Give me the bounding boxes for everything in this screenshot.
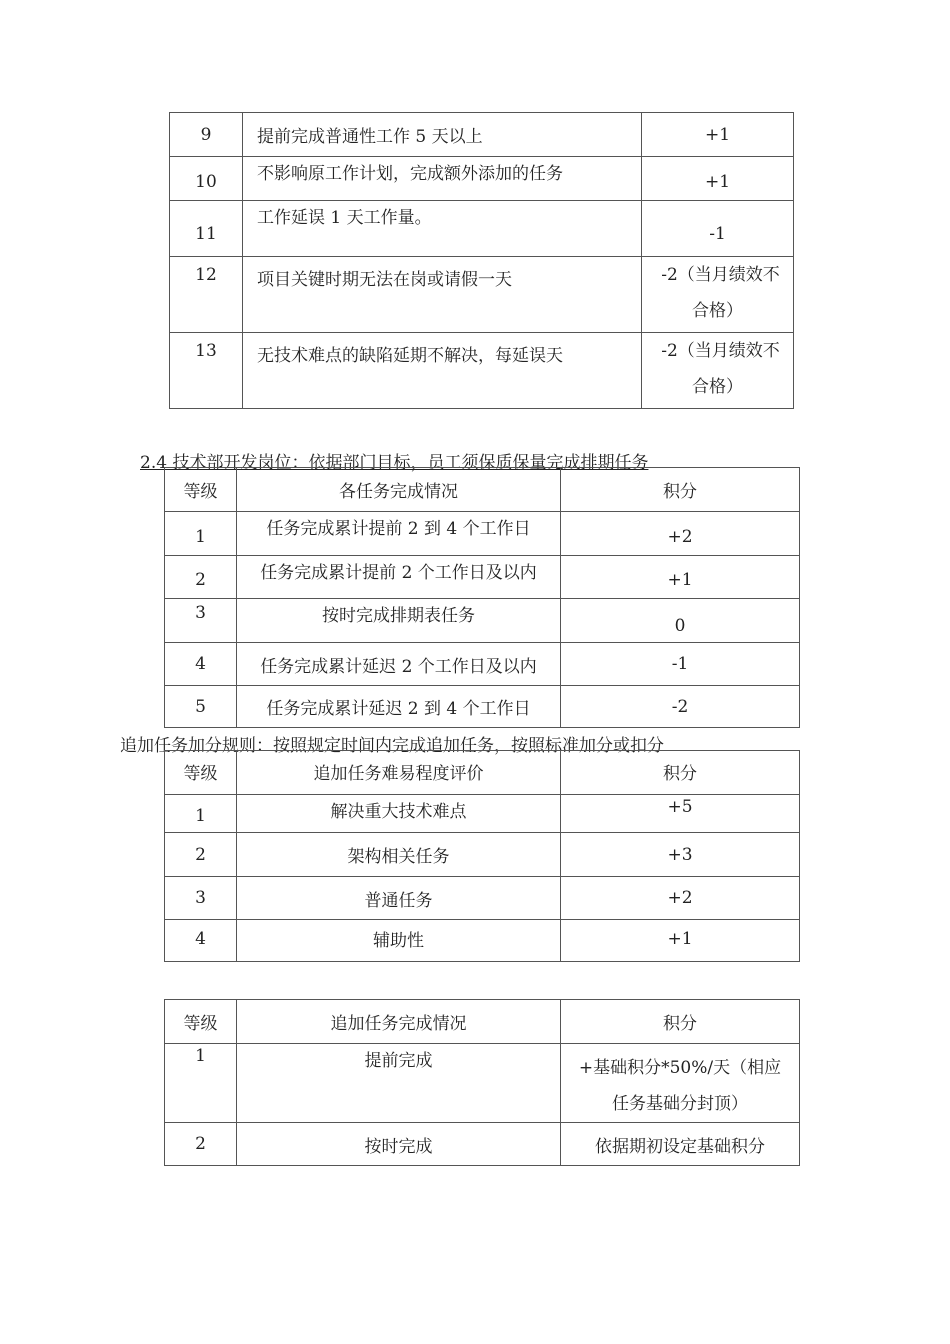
row-score: +1 xyxy=(642,113,794,157)
header-description: 追加任务完成情况 xyxy=(237,1000,561,1044)
row-description: 普通任务 xyxy=(237,877,561,920)
row-description: 无技术难点的缺陷延期不解决，每延误天 xyxy=(243,333,642,409)
row-level: 3 xyxy=(165,877,237,920)
row-score-line2: 合格） xyxy=(692,301,743,321)
table-row xyxy=(170,257,794,333)
row-score: +1 xyxy=(561,920,800,962)
table-row xyxy=(165,1123,800,1166)
table-row xyxy=(165,599,800,643)
row-description: 工作延误 1 天工作量。 xyxy=(243,201,642,257)
table-task-completion xyxy=(164,467,800,728)
row-score: -1 xyxy=(642,201,794,257)
table-row xyxy=(170,333,794,409)
row-level: 5 xyxy=(165,686,237,728)
table-extra-task-completion xyxy=(164,999,800,1166)
row-score: 0 xyxy=(561,599,800,643)
table-row xyxy=(165,1044,800,1123)
row-score xyxy=(561,1044,800,1123)
table-row xyxy=(165,512,800,556)
header-score: 积分 xyxy=(561,751,800,795)
extra-task-rule: 追加任务加分规则：按照规定时间内完成追加任务，按照标准加分或扣分 xyxy=(120,736,664,756)
table-row xyxy=(165,833,800,877)
row-description: 按时完成 xyxy=(237,1123,561,1166)
row-level: 1 xyxy=(165,1044,237,1123)
table-row xyxy=(165,877,800,920)
row-description: 解决重大技术难点 xyxy=(237,795,561,833)
row-score: +1 xyxy=(561,556,800,599)
row-description: 按时完成排期表任务 xyxy=(237,599,561,643)
row-number: 11 xyxy=(170,201,243,257)
row-score xyxy=(642,333,794,409)
row-description: 提前完成普通性工作 5 天以上 xyxy=(243,113,642,157)
row-level: 2 xyxy=(165,1123,237,1166)
table-row xyxy=(170,201,794,257)
row-score: +5 xyxy=(561,795,800,833)
row-level: 4 xyxy=(165,920,237,962)
table-row xyxy=(165,795,800,833)
row-score: +2 xyxy=(561,512,800,556)
row-score: 依据期初设定基础积分 xyxy=(561,1123,800,1166)
row-description: 辅助性 xyxy=(237,920,561,962)
header-level: 等级 xyxy=(165,468,237,512)
row-score: +2 xyxy=(561,877,800,920)
row-score-line1: -2（当月绩效不 xyxy=(661,265,780,285)
header-score: 积分 xyxy=(561,468,800,512)
row-score: +1 xyxy=(642,157,794,201)
row-level: 1 xyxy=(165,512,237,556)
table-header-row xyxy=(165,1000,800,1044)
row-score: -2 xyxy=(561,686,800,728)
table-row xyxy=(165,686,800,728)
row-score: +3 xyxy=(561,833,800,877)
header-level: 等级 xyxy=(165,751,237,795)
row-score xyxy=(642,257,794,333)
row-description: 任务完成累计提前 2 个工作日及以内 xyxy=(237,556,561,599)
row-number: 9 xyxy=(170,113,243,157)
table-row xyxy=(165,556,800,599)
row-number: 13 xyxy=(170,333,243,409)
header-level: 等级 xyxy=(165,1000,237,1044)
row-number: 10 xyxy=(170,157,243,201)
row-score-line1: -2（当月绩效不 xyxy=(661,341,780,361)
row-score-line2: 任务基础分封顶） xyxy=(612,1094,748,1114)
row-level: 2 xyxy=(165,833,237,877)
header-description: 追加任务难易程度评价 xyxy=(237,751,561,795)
row-description: 任务完成累计提前 2 到 4 个工作日 xyxy=(237,512,561,556)
row-score: -1 xyxy=(561,643,800,686)
row-description: 不影响原工作计划，完成额外添加的任务 xyxy=(243,157,642,201)
table-row xyxy=(170,113,794,157)
header-score: 积分 xyxy=(561,1000,800,1044)
table-scoring-continued xyxy=(169,112,794,409)
row-description: 任务完成累计延迟 2 到 4 个工作日 xyxy=(237,686,561,728)
row-score-line2: 合格） xyxy=(692,377,743,397)
row-level: 2 xyxy=(165,556,237,599)
table-task-difficulty xyxy=(164,750,800,962)
row-score-line1: +基础积分*50%/天（相应 xyxy=(578,1058,782,1078)
row-level: 1 xyxy=(165,795,237,833)
row-level: 3 xyxy=(165,599,237,643)
row-description: 任务完成累计延迟 2 个工作日及以内 xyxy=(237,643,561,686)
header-description: 各任务完成情况 xyxy=(237,468,561,512)
row-description: 架构相关任务 xyxy=(237,833,561,877)
row-description: 提前完成 xyxy=(237,1044,561,1123)
table-header-row xyxy=(165,751,800,795)
section-heading: 2.4 技术部开发岗位：依据部门目标，员工须保质保量完成排期任务 xyxy=(140,453,649,473)
table-row xyxy=(165,920,800,962)
row-level: 4 xyxy=(165,643,237,686)
table-header-row xyxy=(165,468,800,512)
table-row xyxy=(170,157,794,201)
row-number: 12 xyxy=(170,257,243,333)
row-description: 项目关键时期无法在岗或请假一天 xyxy=(243,257,642,333)
table-row xyxy=(165,643,800,686)
